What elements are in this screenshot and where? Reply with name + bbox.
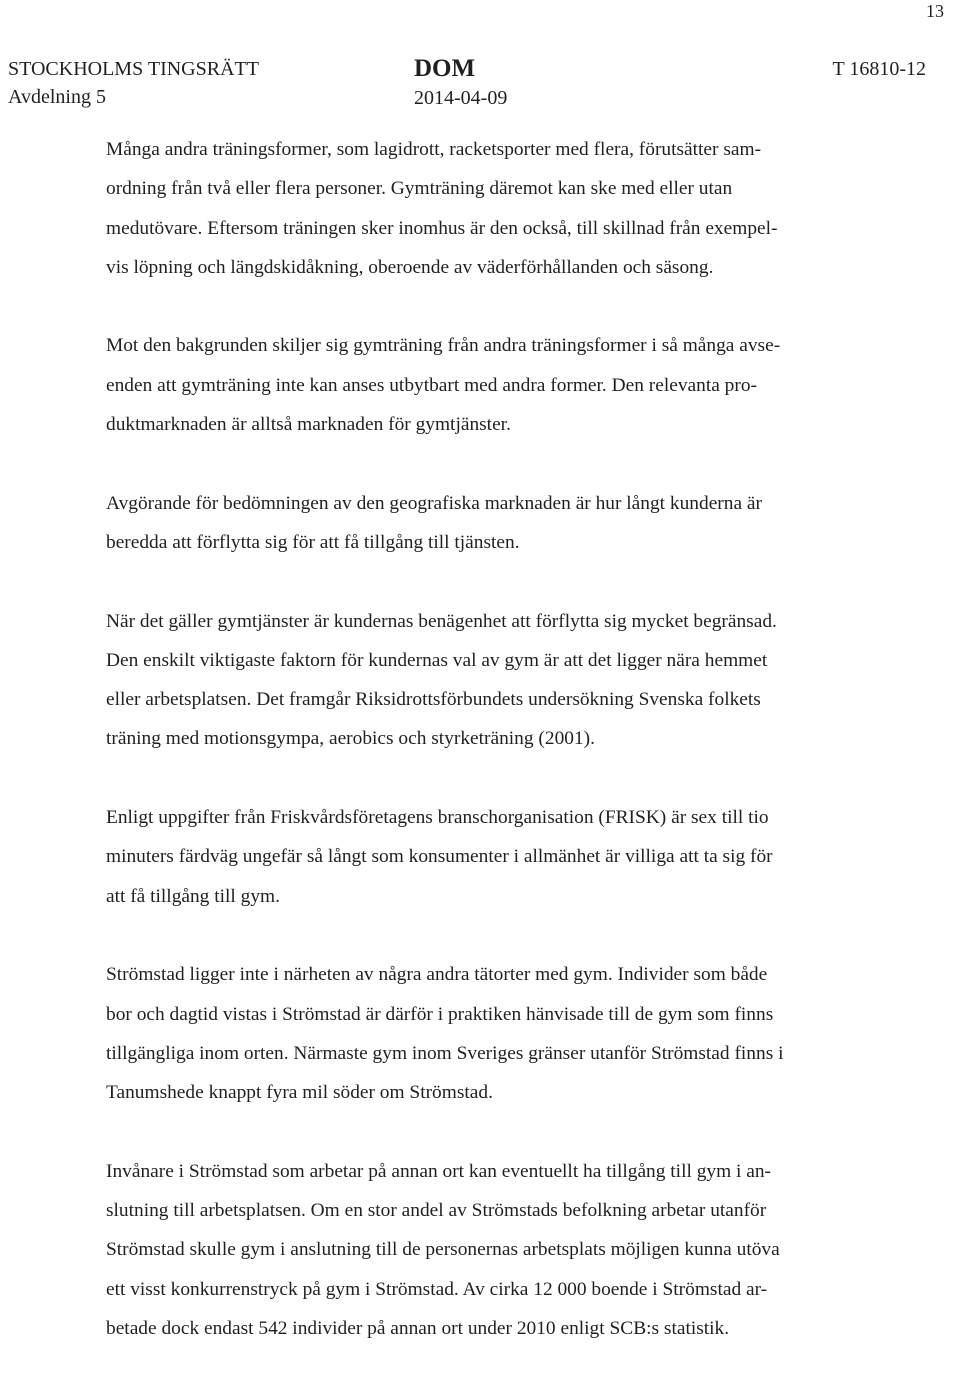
text-line: Många andra träningsformer, som lagidrott, racketsporter med flera, förutsätter sam- [106, 139, 762, 160]
text-line: Den enskilt viktigaste faktorn för kundernas val av gym är att det ligger nära hemmet [106, 649, 768, 671]
text-line: Tanumshede knappt fyra mil söder om Strömstad. [106, 1082, 493, 1104]
text-line: Invånare i Strömstad som arbetar på annan ort kan eventuellt ha tillgång till gym i an- [106, 1160, 772, 1182]
text-line: Strömstad skulle gym i anslutning till de personernas arbetsplats möjligen kunna utöva [106, 1239, 780, 1261]
page-number: 13 [926, 1, 944, 21]
case-number: T 16810-12 [832, 58, 926, 80]
court-name: STOCKHOLMS TINGSRÄTT [8, 58, 259, 80]
text-line: beredda att förflytta sig för att få tillgång till tjänsten. [106, 531, 520, 553]
document-header [0, 55, 960, 115]
text-line: minuters färdväg ungefär så långt som konsumenter i allmänhet är villiga att ta sig för [106, 846, 773, 868]
court-info [8, 55, 259, 111]
text-line: slutning till arbetsplatsen. Om en stor andel av Strömstads befolkning arbetar utanför [106, 1200, 767, 1222]
court-division: Avdelning 5 [8, 86, 106, 108]
document-body [106, 130, 896, 1388]
paragraph [106, 955, 896, 1112]
document-type: DOM [414, 55, 476, 82]
paragraph [106, 484, 896, 563]
paragraph [106, 326, 896, 444]
text-line: Mot den bakgrunden skiljer sig gymträning från andra träningsformer i så många avse- [106, 335, 781, 357]
text-line: tillgängliga inom orten. Närmaste gym inom Sveriges gränser utanför Strömstad finns i [106, 1042, 784, 1064]
text-line: vis löpning och längdskidåkning, oberoende av väderförhållanden och säsong. [106, 256, 714, 278]
document-date: 2014-04-09 [414, 87, 508, 109]
text-line: Strömstad ligger inte i närheten av några andra tätorter med gym. Individer som både [106, 964, 768, 986]
paragraph [106, 602, 896, 759]
paragraph [106, 130, 896, 287]
text-line: När det gäller gymtjänster är kundernas benägenhet att förflytta sig mycket begränsad. [106, 610, 777, 632]
text-line: bor och dagtid vistas i Strömstad är därför i praktiken hänvisade till de gym som finns [106, 1003, 774, 1025]
text-line: ett visst konkurrenstryck på gym i Strömstad. Av cirka 12 000 boende i Strömstad ar- [106, 1278, 768, 1300]
text-line: betade dock endast 542 individer på annan ort under 2010 enligt SCB:s statistik. [106, 1317, 730, 1339]
document-type-block [414, 55, 507, 113]
text-line: att få tillgång till gym. [106, 885, 280, 907]
text-line: enden att gymträning inte kan anses utbytbart med andra former. Den relevanta pro- [106, 374, 757, 396]
text-line: eller arbetsplatsen. Det framgår Riksidrottsförbundets undersökning Svenska folkets [106, 689, 761, 711]
paragraph [106, 1152, 896, 1348]
text-line: medutövare. Eftersom träningen sker inomhus är den också, till skillnad från exempel- [106, 217, 778, 239]
text-line: Enligt uppgifter från Friskvårdsföretagens branschorganisation (FRISK) är sex till tio [106, 807, 769, 829]
text-line: Avgörande för bedömningen av den geografiska marknaden är hur långt kunderna är [106, 492, 762, 514]
text-line: ordning från två eller flera personer. Gymträning däremot kan ske med eller utan [106, 178, 733, 200]
text-line: träning med motionsgympa, aerobics och styrketräning (2001). [106, 728, 595, 750]
paragraph [106, 798, 896, 916]
text-line: duktmarknaden är alltså marknaden för gymtjänster. [106, 414, 511, 436]
